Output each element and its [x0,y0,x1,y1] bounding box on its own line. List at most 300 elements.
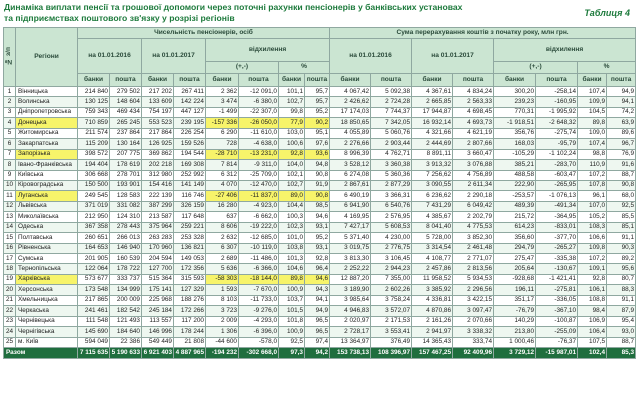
value-cell: 3 660,47 [453,149,494,159]
total-value: 7 115 635 [78,347,110,358]
value-cell: -11 610,0 [239,128,279,138]
value-cell: 3 314,54 [412,243,453,253]
value-cell: 489,39 [494,201,536,211]
value-cell: -27 406 [206,191,239,201]
value-cell: 217 202 [142,87,174,97]
region-name: Харківська [16,274,78,284]
post-header: пошта [536,74,578,87]
total-value: -302 668,0 [239,347,279,358]
value-cell: 21 808 [174,337,206,347]
table-row [4,149,636,159]
value-cell: 94,3 [305,285,330,295]
value-cell: 2 461,48 [453,243,494,253]
region-name: Миколаївська [16,212,78,222]
pension-table [3,27,636,359]
value-cell: 1 000,46 [494,337,536,347]
value-cell: 90,8 [607,180,636,190]
value-cell: 6 941,90 [330,201,371,211]
value-cell: 108,3 [578,222,607,232]
value-cell: 182 542 [110,306,142,316]
value-cell: 109,8 [578,243,607,253]
value-cell: 770,31 [494,107,536,117]
value-cell: 7 431,29 [412,201,453,211]
value-cell: -367,10 [536,306,578,316]
value-cell: 127 329 [174,285,206,295]
value-cell: 96,4 [305,264,330,274]
group-sum-header: Сума перерахування коштів з початку року, млн грн. [330,28,636,39]
value-cell: 94,1 [305,295,330,305]
value-cell: 159 526 [174,139,206,149]
total-value: 92 409,96 [453,347,494,358]
region-name: Рівненська [16,243,78,253]
value-cell: 11 958,52 [412,274,453,284]
value-cell: -6 396,0 [239,327,279,337]
value-cell: 94,6 [305,212,330,222]
row-number: 8 [4,160,16,170]
value-cell: 245 184 [142,306,174,316]
value-cell: 97,6 [305,139,330,149]
table-row [4,201,636,211]
row-number: 22 [4,306,16,316]
value-cell: 754 197 [142,107,174,117]
row-number: 13 [4,212,16,222]
value-cell: 116 746 [174,191,206,201]
row-number: 17 [4,254,16,264]
table-row [4,233,636,243]
pct-header: % [279,62,330,74]
value-cell: -1 499 [206,107,239,117]
value-cell: 4 321,66 [412,128,453,138]
value-cell: -603,47 [536,170,578,180]
value-cell: 594 049 [78,337,110,347]
region-name: Волинська [16,97,78,107]
row-number: 15 [4,233,16,243]
value-cell: 108,8 [578,295,607,305]
value-cell: 8 041,40 [412,222,453,232]
value-cell: 80,7 [607,274,636,284]
table-body [4,87,636,348]
table-row [4,139,636,149]
value-cell: 6 307 [206,243,239,253]
value-cell: 204 594 [142,254,174,264]
region-name: Тернопільська [16,264,78,274]
table-row [4,264,636,274]
value-cell: 88,7 [607,337,636,347]
table-row [4,97,636,107]
value-cell: 2 563,33 [453,97,494,107]
value-cell: 89,8 [279,274,305,284]
value-cell: 77,9 [279,118,305,128]
value-cell: 2 252,22 [330,264,371,274]
region-name: Івано-Франківська [16,160,78,170]
value-cell: 87,9 [607,306,636,316]
value-cell: 95,7 [305,97,330,107]
value-cell: 2 362 [206,87,239,97]
banks-header: банки [142,74,174,87]
value-cell: -336,05 [536,295,578,305]
value-cell: 178 619 [110,160,142,170]
sum-date-2016-header: на 01.01.2016 [330,39,412,74]
value-cell: 92,5 [607,201,636,211]
value-cell: 98,5 [305,201,330,211]
value-cell: 105,2 [578,212,607,222]
value-cell: -18 144,0 [239,274,279,284]
value-cell: 178 722 [110,264,142,274]
group-pensioners-header: Чисельність пенсіонерів, осіб [78,28,330,39]
value-cell: 553 523 [142,118,174,128]
value-cell: 104,6 [279,264,305,274]
value-cell: 294,79 [494,243,536,253]
value-cell: 4 336,81 [412,295,453,305]
value-cell: 447 127 [174,107,206,117]
post-header: пошта [239,74,279,87]
total-value: 153 738,13 [330,347,371,358]
table-row [4,160,636,170]
value-cell: 326 159 [174,201,206,211]
value-cell: 93,6 [305,149,330,159]
value-cell: 98,4 [578,306,607,316]
value-cell: 4 834,24 [453,87,494,97]
value-cell: 8 103 [206,295,239,305]
value-cell: 201 905 [78,254,110,264]
value-cell: 237 864 [110,128,142,138]
value-cell: 94,8 [305,160,330,170]
value-cell: 4 698,45 [453,107,494,117]
value-cell: 266 013 [110,233,142,243]
value-cell: 4 775,53 [453,222,494,232]
value-cell: 22 386 [110,337,142,347]
value-cell: 205,64 [494,264,536,274]
post-header: пошта [607,74,636,87]
value-cell: -928,68 [494,274,536,284]
region-name: Полтавська [16,233,78,243]
value-cell: 88,7 [607,170,636,180]
value-cell: 614,23 [494,222,536,232]
value-cell: 130 164 [110,139,142,149]
value-cell: 93,0 [607,327,636,337]
value-cell: -283,70 [536,160,578,170]
table-row [4,337,636,347]
value-cell: 111 548 [78,316,110,326]
value-cell: 194 404 [78,160,110,170]
value-cell: 99,8 [279,107,305,117]
value-cell: 3 913,32 [412,160,453,170]
value-cell: 315 593 [174,274,206,284]
value-cell: 7 342,05 [371,118,412,128]
value-cell: -253,57 [494,191,536,201]
value-cell: 2 665,85 [412,97,453,107]
value-cell: 141 149 [174,180,206,190]
value-cell: 89,0 [279,191,305,201]
value-cell: 3 723 [206,306,239,316]
row-number: 3 [4,107,16,117]
value-cell: 5 360,36 [371,170,412,180]
banks-header: банки [494,74,536,87]
value-cell: 367 358 [78,222,110,232]
value-cell: -9 311,0 [239,160,279,170]
value-cell: 12 887,20 [330,274,371,284]
value-cell: 7 355,00 [371,274,412,284]
row-number: 18 [4,264,16,274]
value-cell: 222,90 [494,180,536,190]
value-cell: 2 602,26 [371,285,412,295]
region-name: Львівська [16,201,78,211]
region-header: Регіони [16,28,78,87]
value-cell: -44 600 [206,337,239,347]
post-header: пошта [453,74,494,87]
value-cell: -157 336 [206,118,239,128]
value-cell: 2 689 [206,254,239,264]
value-cell: 4 108,77 [412,254,453,264]
value-cell: 515 364 [142,274,174,284]
value-cell: 2 202,79 [453,212,494,222]
value-cell: 106,9 [578,316,607,326]
value-cell: 92,8 [578,274,607,284]
total-value: 108 396,97 [371,347,412,358]
value-cell: 146 996 [142,327,174,337]
value-cell: -13 231,0 [239,149,279,159]
value-cell: -58 303 [206,274,239,284]
value-cell: -833,01 [536,222,578,232]
value-cell: 253 328 [174,233,206,243]
sum-pct-header: % [578,62,636,74]
row-number: 21 [4,295,16,305]
value-cell: 107,2 [578,254,607,264]
value-cell: 117 200 [174,316,206,326]
value-cell: 96,5 [305,327,330,337]
value-cell: -258,14 [536,87,578,97]
value-cell: 3 572,07 [371,306,412,316]
value-cell: 252 992 [174,170,206,180]
value-cell: 146 940 [110,243,142,253]
row-number: 19 [4,274,16,284]
value-cell: 7 256,62 [412,170,453,180]
value-cell: -28 710 [206,149,239,159]
region-name: Закарпатська [16,139,78,149]
value-cell: 110,9 [578,160,607,170]
value-cell: 188 276 [174,295,206,305]
region-name: Луганська [16,191,78,201]
value-cell: 3 360,38 [371,160,412,170]
total-value: 97,3 [279,347,305,358]
value-cell: 263 283 [142,233,174,243]
value-cell: 7 427,17 [330,222,371,232]
value-cell: 127 700 [142,264,174,274]
total-value: 157 467,25 [412,347,453,358]
value-cell: 3 097,47 [453,306,494,316]
row-number: 1 [4,87,16,97]
row-number: 16 [4,243,16,253]
page-title [4,2,604,24]
value-cell: -105,29 [494,149,536,159]
value-cell: 6 290 [206,128,239,138]
value-cell: 2 632 [206,233,239,243]
value-cell: 100,9 [279,327,305,337]
value-cell: 121 493 [110,316,142,326]
region-name: Донецька [16,118,78,128]
value-cell: -377,70 [536,233,578,243]
value-cell: 306 668 [78,170,110,180]
value-cell: 95,2 [305,107,330,117]
row-number: 10 [4,180,16,190]
value-cell: 2 009 [206,316,239,326]
value-cell: 351,17 [494,295,536,305]
value-cell: -12 470,0 [239,180,279,190]
value-cell: -9 276,0 [239,306,279,316]
value-cell: 149 053 [174,254,206,264]
region-name: Запорізька [16,149,78,159]
value-cell: -2 648,32 [536,118,578,128]
value-cell: 728 [206,139,239,149]
value-cell: -1 102,24 [536,149,578,159]
value-cell: 2 813,56 [453,264,494,274]
value-cell: 96,1 [578,191,607,201]
value-cell: 109,1 [578,264,607,274]
value-cell: 107,2 [578,170,607,180]
value-cell: -275,81 [536,285,578,295]
value-cell: 101,0 [279,233,305,243]
value-cell: 2 457,86 [412,264,453,274]
value-cell: 160 539 [110,254,142,264]
value-cell: 94,6 [305,274,330,284]
value-cell: 6 236,62 [412,191,453,201]
value-cell: 3 422,15 [453,295,494,305]
region-name: Київська [16,170,78,180]
value-cell: 211 574 [78,128,110,138]
value-cell: 212 950 [78,212,110,222]
value-cell: 92,5 [279,337,305,347]
value-cell: 488,58 [494,170,536,180]
value-cell: -11 733,0 [239,295,279,305]
table-row [4,285,636,295]
sum-pm-header: (+,-) [494,62,578,74]
value-cell: 130 125 [78,97,110,107]
value-cell: 122 064 [78,264,110,274]
value-cell: 117 648 [174,212,206,222]
row-number: 6 [4,139,16,149]
value-cell: 3 385,92 [412,285,453,295]
value-cell: -22 307,0 [239,107,279,117]
value-cell: 91,6 [607,160,636,170]
region-name: Черкаська [16,306,78,316]
value-cell: 16 280 [206,201,239,211]
total-value: 4 887 965 [174,347,206,358]
banks-header: банки [578,74,607,87]
value-cell: 215,72 [494,212,536,222]
date-2016-header: на 01.01.2016 [78,39,142,74]
row-number: 24 [4,327,16,337]
value-cell: 226 254 [174,128,206,138]
value-cell: 107,5 [578,337,607,347]
value-cell: 106,1 [578,285,607,295]
banks-header: банки [206,74,239,87]
value-cell: 3 019,75 [330,243,371,253]
total-value: -194 232 [206,347,239,358]
value-cell: 98,8 [578,149,607,159]
table-row [4,107,636,117]
value-cell: 90,8 [305,191,330,201]
row-number: 20 [4,285,16,295]
value-cell: 239 195 [174,118,206,128]
value-cell: 2 611,34 [453,180,494,190]
value-cell: 5 608,53 [371,222,412,232]
value-cell: 217 864 [142,128,174,138]
value-cell: 109,9 [578,97,607,107]
total-value: 94,2 [305,347,330,358]
value-cell: 2 290,18 [453,191,494,201]
value-cell: 759 343 [78,107,110,117]
total-label: Разом [4,347,78,358]
value-cell: 95,6 [607,264,636,274]
value-cell: 193 901 [110,180,142,190]
value-cell: 14 365,43 [412,337,453,347]
value-cell: 300,20 [494,87,536,97]
value-cell: -1 421,41 [536,274,578,284]
value-cell: 96,5 [305,316,330,326]
value-cell: -265,27 [536,243,578,253]
value-cell: 106,4 [578,327,607,337]
value-cell: 213 587 [142,212,174,222]
row-number: 7 [4,149,16,159]
value-cell: 154 416 [142,180,174,190]
value-cell: -491,34 [536,201,578,211]
value-cell: 4 055,89 [330,128,371,138]
value-cell: 1 593 [206,285,239,295]
row-number: 11 [4,191,16,201]
value-cell: 93,1 [305,243,330,253]
value-cell: 2 724,28 [371,97,412,107]
table-row [4,243,636,253]
table-row [4,306,636,316]
value-cell: 104,0 [279,160,305,170]
value-cell: 88,3 [607,285,636,295]
value-cell: 213,80 [494,327,536,337]
value-cell: 225 968 [142,295,174,305]
value-cell: 214 840 [78,87,110,97]
banks-header: банки [78,74,110,87]
region-name: Хмельницька [16,295,78,305]
value-cell: 356,76 [494,128,536,138]
value-cell: 102,3 [279,222,305,232]
total-value: 85,3 [607,347,636,358]
value-cell: 102,1 [279,170,305,180]
value-cell: -11 486,0 [239,254,279,264]
value-cell: 89,2 [607,254,636,264]
sum-deviation-header: відхилення [494,39,636,62]
value-cell: 115 209 [78,139,110,149]
table-row [4,254,636,264]
post-header: пошта [371,74,412,87]
value-cell: -25 709,0 [239,170,279,180]
region-name: м. Київ [16,337,78,347]
value-cell: 150 500 [78,180,110,190]
value-cell: 91,9 [305,180,330,190]
value-cell: 5 636 [206,264,239,274]
row-number: 2 [4,97,16,107]
table-row [4,222,636,232]
value-cell: 113 557 [142,316,174,326]
value-cell: 89,6 [607,128,636,138]
value-cell: 6 490,19 [330,191,371,201]
value-cell: 107,0 [578,201,607,211]
value-cell: 101,8 [279,316,305,326]
value-cell: 6 274,08 [330,170,371,180]
value-cell: 278 701 [110,170,142,180]
value-cell: 369 862 [142,149,174,159]
value-cell: 267 411 [174,87,206,97]
value-cell: -6 366,0 [239,264,279,274]
value-cell: 207 775 [110,149,142,159]
